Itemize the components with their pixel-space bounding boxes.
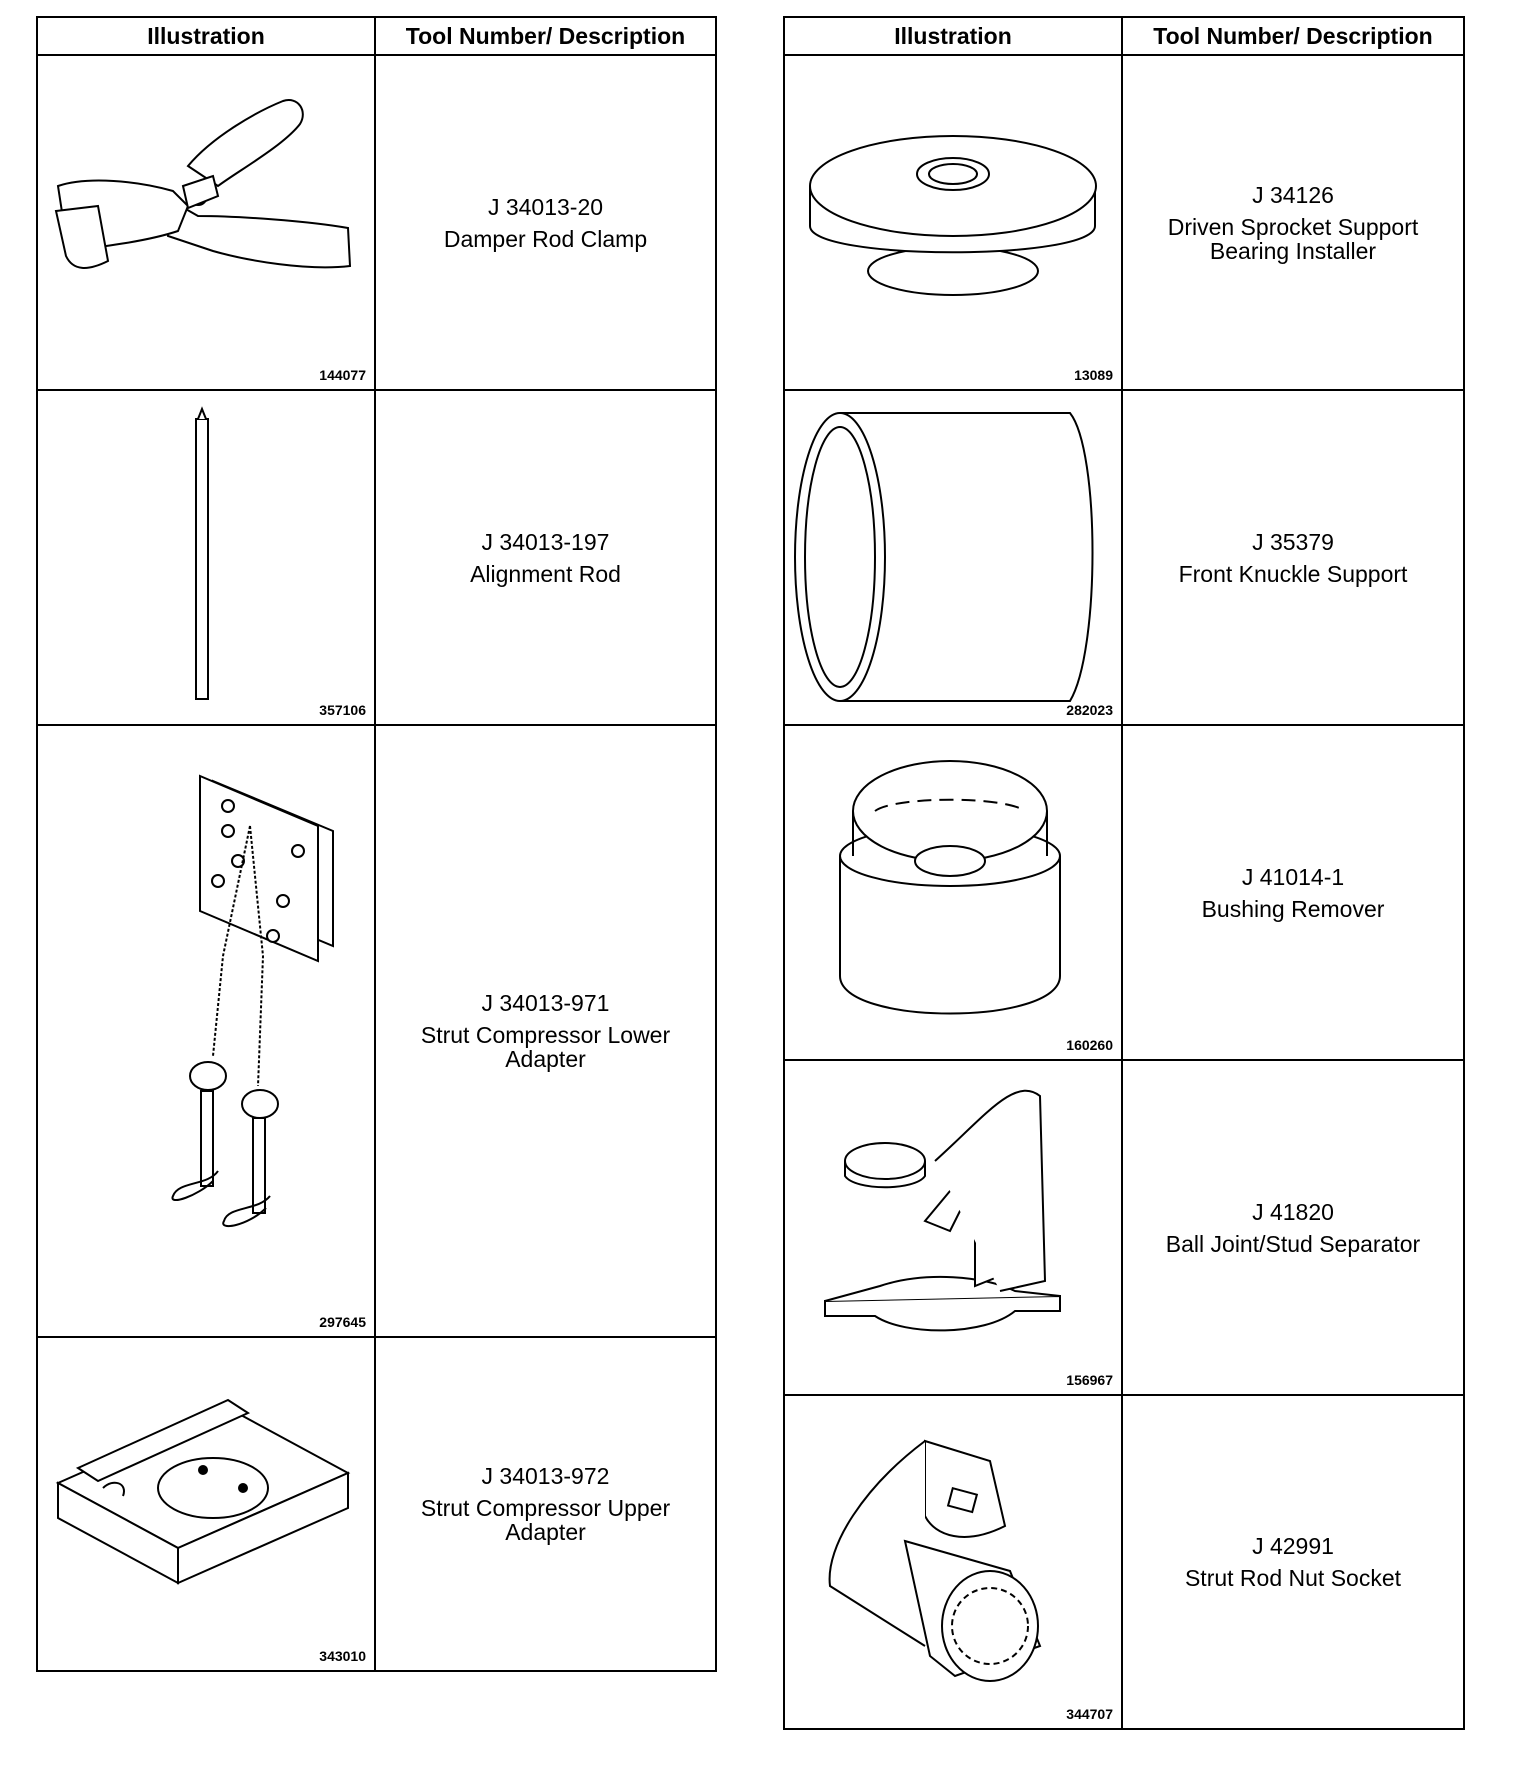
- table-row: [38, 391, 715, 726]
- illustration-cell: [785, 56, 1123, 389]
- illustration-cell: [785, 726, 1123, 1059]
- illustration-cell: [785, 1396, 1123, 1728]
- tool-description-header: Tool Number/ Description: [405, 22, 686, 49]
- table-row: [785, 1061, 1463, 1396]
- damper-rod-clamp-icon: [38, 56, 374, 389]
- illustration-cell: [785, 391, 1123, 724]
- description-cell: [376, 1338, 715, 1670]
- table-row: [785, 56, 1463, 391]
- tool-number: J 41820: [1252, 1198, 1334, 1225]
- tool-number: J 34013-971: [481, 990, 610, 1016]
- tool-number: J 34013-197: [481, 528, 610, 555]
- description-cell: [1123, 391, 1463, 724]
- figure-number: 144077: [319, 367, 366, 383]
- tool-description: Strut Compressor Lower Adapter: [420, 1022, 671, 1072]
- bearing-installer-icon: [785, 56, 1121, 389]
- table-row: [785, 726, 1463, 1061]
- ball-joint-separator-icon: [785, 1061, 1121, 1394]
- figure-number: 357106: [319, 702, 366, 718]
- tool-description-header: Tool Number/ Description: [1153, 22, 1433, 49]
- table-row: [785, 391, 1463, 726]
- description-cell: [376, 56, 715, 389]
- figure-number: 344707: [1066, 1706, 1113, 1722]
- description-cell: [376, 391, 715, 724]
- table-row: [785, 1396, 1463, 1728]
- table-header: [785, 18, 1463, 56]
- tool-description: Strut Rod Nut Socket: [1184, 1565, 1402, 1591]
- illustration-cell: [38, 1338, 376, 1670]
- bushing-remover-icon: [785, 726, 1121, 1059]
- tool-description: Driven Sprocket Support Bearing Installer: [1167, 213, 1419, 264]
- description-cell: [1123, 56, 1463, 389]
- tool-number: J 41014-1: [1241, 863, 1345, 890]
- tool-description: Strut Compressor Upper Adapter: [420, 1495, 671, 1545]
- figure-number: 282023: [1066, 702, 1113, 718]
- figure-number: 160260: [1066, 1037, 1113, 1053]
- alignment-rod-icon: [38, 391, 374, 724]
- figure-number: 343010: [319, 1648, 366, 1664]
- illustration-header: Illustration: [38, 18, 376, 54]
- illustration-cell: [38, 391, 376, 724]
- tool-description: Damper Rod Clamp: [443, 225, 648, 252]
- knuckle-support-icon: [785, 391, 1121, 724]
- right-tool-table: [783, 16, 1465, 1730]
- illustration-cell: [38, 726, 376, 1336]
- tool-description: Bushing Remover: [1201, 895, 1385, 922]
- tool-number: J 34013-20: [487, 193, 604, 220]
- figure-number: 156967: [1066, 1372, 1113, 1388]
- illustration-cell: [785, 1061, 1123, 1394]
- left-tool-table: [36, 16, 717, 1672]
- table-row: [38, 56, 715, 391]
- table-header: [38, 18, 715, 56]
- tool-number: J 34126: [1252, 181, 1334, 208]
- figure-number: 297645: [319, 1314, 366, 1330]
- description-cell: [376, 726, 715, 1336]
- illustration-cell: [38, 56, 376, 389]
- figure-number: 13089: [1074, 367, 1113, 383]
- illustration-header: Illustration: [785, 18, 1123, 54]
- tool-number: J 42991: [1252, 1533, 1334, 1559]
- tool-description: Alignment Rod: [470, 560, 621, 587]
- tool-number: J 35379: [1252, 528, 1334, 555]
- strut-compressor-upper-adapter-icon: [38, 1338, 374, 1668]
- tool-description: Ball Joint/Stud Separator: [1165, 1230, 1421, 1257]
- description-cell: [1123, 1396, 1463, 1728]
- description-cell: [1123, 1061, 1463, 1394]
- tool-description: Front Knuckle Support: [1178, 560, 1408, 587]
- strut-compressor-lower-adapter-icon: [38, 726, 374, 1336]
- tool-number: J 34013-972: [481, 1463, 610, 1489]
- strut-rod-nut-socket-icon: [785, 1396, 1121, 1726]
- table-row: [38, 726, 715, 1338]
- table-row: [38, 1338, 715, 1670]
- description-cell: [1123, 726, 1463, 1059]
